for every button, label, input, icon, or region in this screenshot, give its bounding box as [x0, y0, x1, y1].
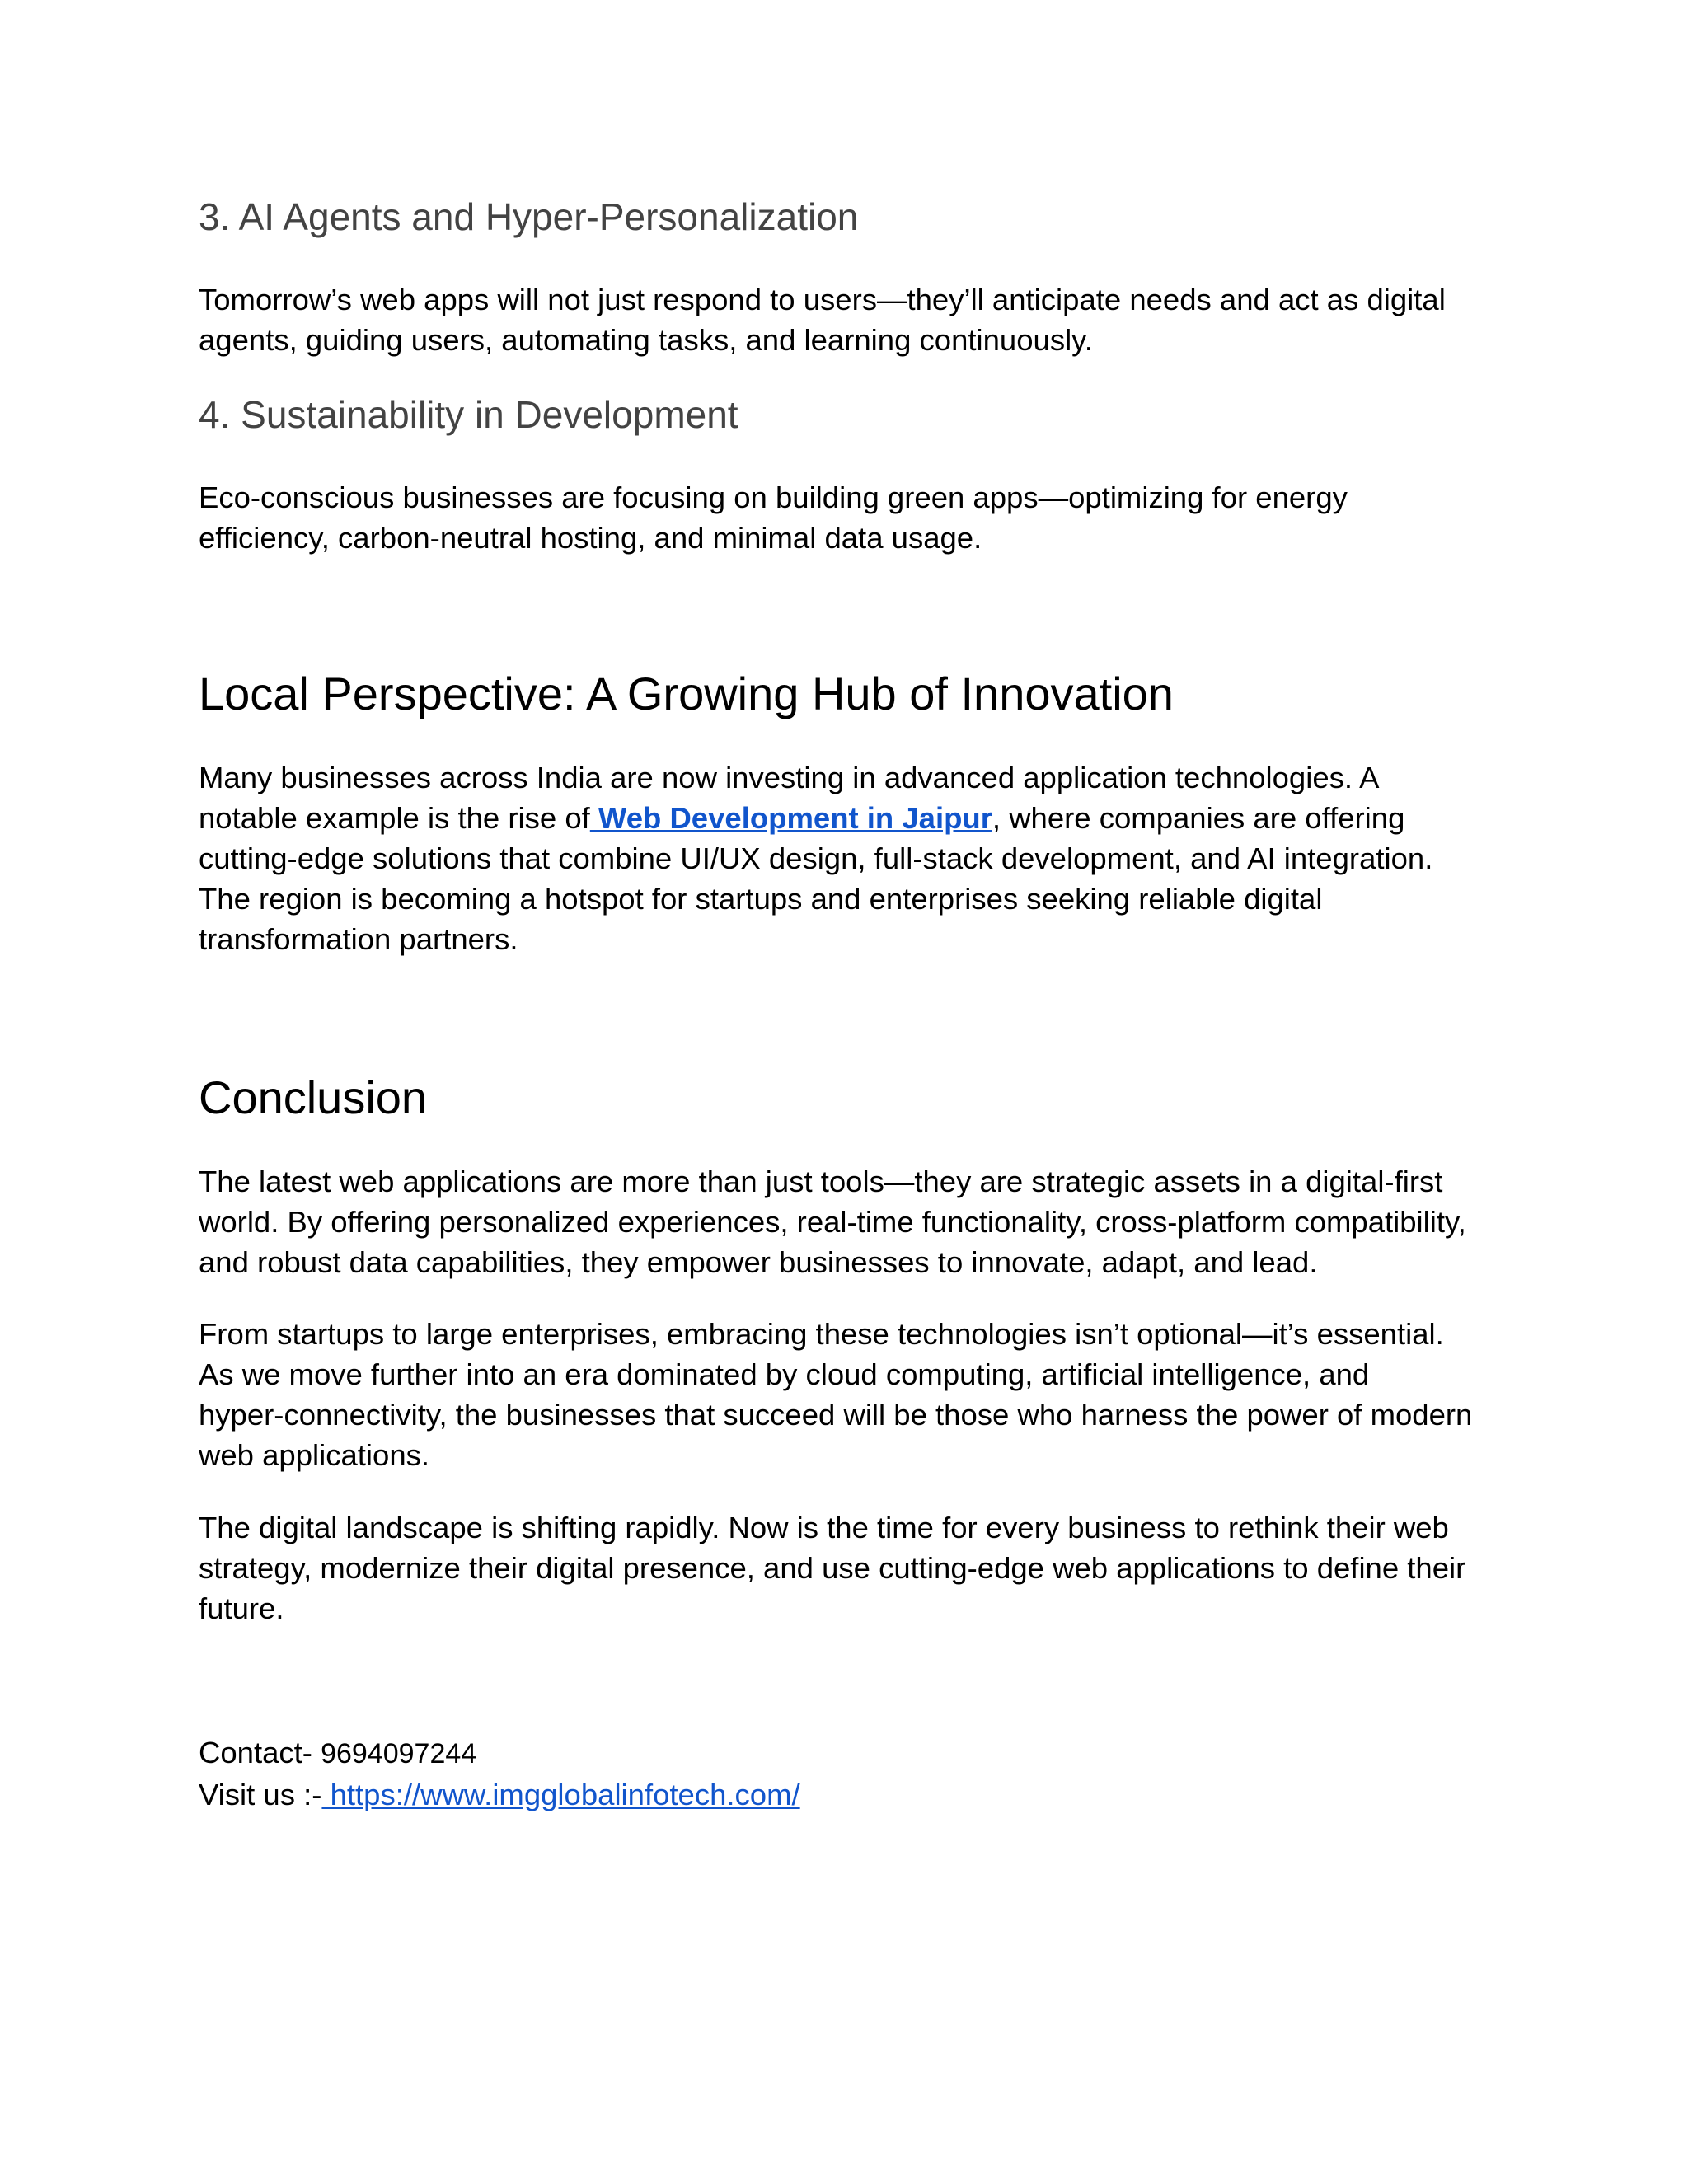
website-link[interactable]: https://www.imgglobalinfotech.com/: [321, 1778, 800, 1811]
paragraph-line: As we move further into an era dominated by cloud computing, artificial intelligence, and: [199, 1357, 1370, 1391]
paragraph-line: world. By offering personalized experiences, real-time functionality, cross-platform compatibility,: [199, 1205, 1466, 1239]
paragraph-line: future.: [199, 1591, 284, 1625]
conclusion-paragraph-3: [199, 1507, 1493, 1629]
paragraph-line: agents, guiding users, automating tasks, and learning continuously.: [199, 323, 1093, 357]
web-development-jaipur-link[interactable]: Web Development in Jaipur: [589, 801, 992, 835]
conclusion-heading: Conclusion: [199, 1071, 428, 1123]
conclusion-paragraph-1: [199, 1161, 1493, 1282]
paragraph-line: and robust data capabilities, they empower businesses to innovate, adapt, and lead.: [199, 1245, 1318, 1279]
local-perspective-heading: Local Perspective: A Growing Hub of Innovation: [199, 668, 1174, 719]
paragraph-line: cutting-edge solutions that combine UI/UX design, full-stack development, and AI integration.: [199, 841, 1433, 875]
contact-number: 9694097244: [321, 1738, 477, 1769]
paragraph-line: Tomorrow’s web apps will not just respond to users—they’ll anticipate needs and act as digital: [199, 283, 1446, 316]
section-3-paragraph: [199, 279, 1493, 360]
paragraph-line: strategy, modernize their digital presence, and use cutting-edge web applications to define their: [199, 1551, 1466, 1585]
conclusion-paragraph-2: [199, 1314, 1493, 1475]
paragraph-line: The digital landscape is shifting rapidly. Now is the time for every business to rethink their web: [199, 1511, 1449, 1544]
contact-label: Contact-: [199, 1736, 321, 1769]
paragraph-line: The latest web applications are more than just tools—they are strategic assets in a digital-first: [199, 1165, 1443, 1198]
contact-line: [199, 1732, 1493, 1774]
contact-block: [199, 1732, 1493, 1815]
section-4-paragraph: [199, 477, 1493, 558]
paragraph-line: Many businesses across India are now investing in advanced application technologies. A: [199, 761, 1380, 794]
paragraph-line: From startups to large enterprises, embracing these technologies isn’t optional—it’s essential.: [199, 1317, 1444, 1351]
paragraph-line: The region is becoming a hotspot for startups and enterprises seeking reliable digital: [199, 882, 1323, 916]
section-4-heading: 4. Sustainability in Development: [199, 393, 738, 436]
link-suffix-text: , where companies are offering: [992, 801, 1405, 835]
paragraph-line-with-link: [199, 798, 1493, 838]
paragraph-line: Eco-conscious businesses are focusing on building green apps—optimizing for energy: [199, 480, 1348, 514]
local-perspective-paragraph: [199, 757, 1493, 959]
paragraph-line: web applications.: [199, 1438, 430, 1472]
section-3-heading: 3. AI Agents and Hyper-Personalization: [199, 195, 859, 238]
link-prefix-text: notable example is the rise of: [199, 801, 590, 835]
paragraph-line: efficiency, carbon-neutral hosting, and minimal data usage.: [199, 521, 982, 555]
visit-label: Visit us :-: [199, 1778, 322, 1811]
paragraph-line: transformation partners.: [199, 922, 518, 956]
visit-line: [199, 1774, 1493, 1815]
paragraph-line: hyper-connectivity, the businesses that succeed will be those who harness the power of modern: [199, 1398, 1473, 1432]
